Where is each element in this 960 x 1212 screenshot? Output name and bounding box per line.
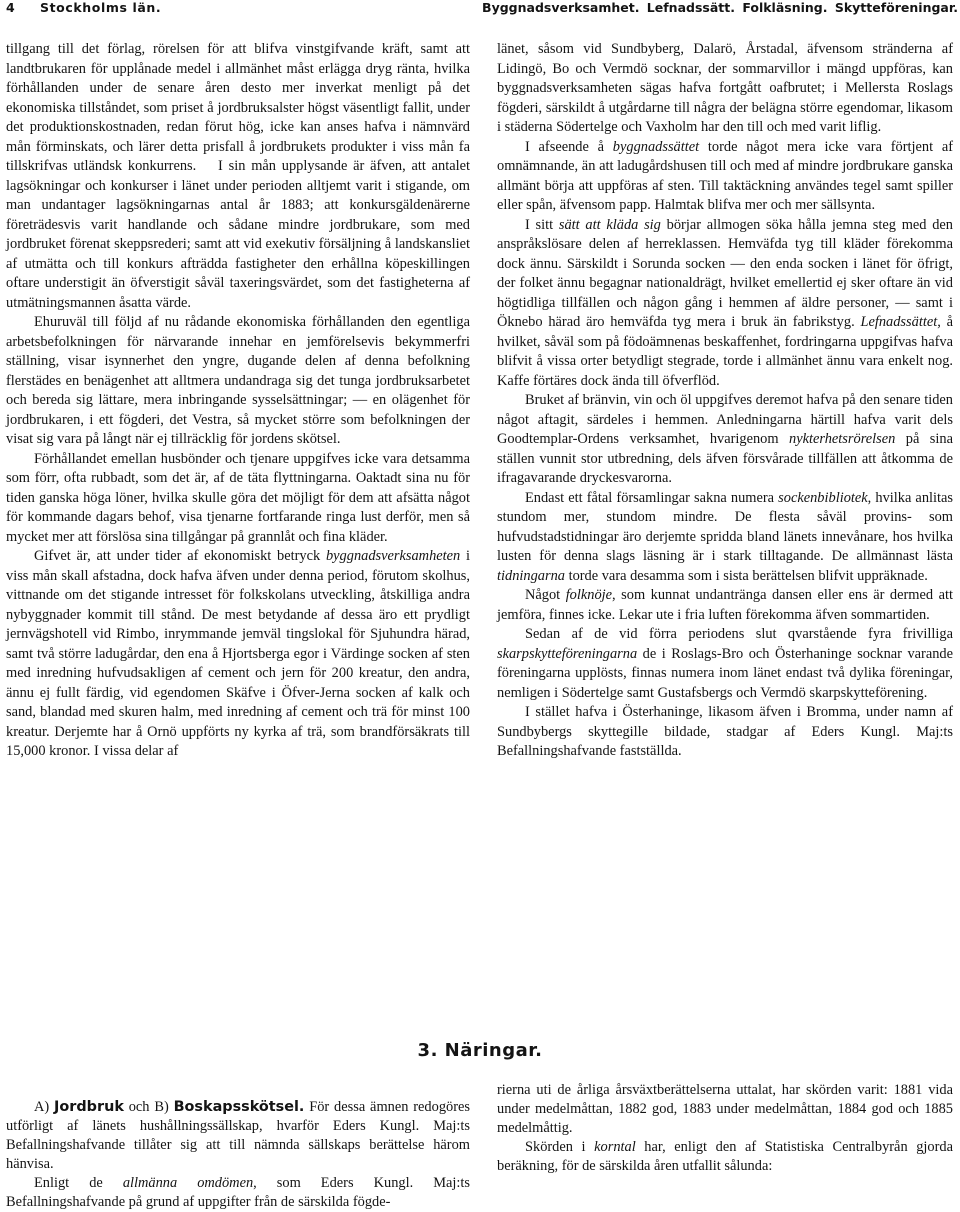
subheading-jordbruk: Jordbruk — [54, 1099, 124, 1115]
text-column-left — [6, 40, 470, 762]
paragraph: rierna uti de årliga årsväxtberättelserna uttalat, har skörden varit: 1881 vida under medelmåttan, 1882 god, 1883 under medelmåttan, 1884 god och 1885 medelmåttig. — [497, 1082, 953, 1136]
text-column-left-lower — [6, 1098, 470, 1212]
paragraph: Något folknöje, som kunnat undantränga dansen eller ens är dermed att jemföra, finnes icke. Lekar ute i fria luften förekomma äfven sommartiden. — [497, 587, 953, 623]
text-column-right-lower — [497, 1081, 953, 1176]
subheading-boskapsskotsel: Boskapsskötsel. — [173, 1099, 305, 1115]
header-left-title: Stockholms län. — [40, 0, 162, 15]
paragraph: tillgang till det förlag, rörelsen för att blifva vinstgifvande kräft, samt att landtbrukaren för upplånade medel i allmänhet måst erlägga dryg ränta, hvilka förhållanden under de senare åren desto mer inverkat menligt på det ekonomiska tillståndet, som priset å jordbruksalster högst väsentligt fallit, under det produktionskostnaden, redan förut hög, icke kan anses hafva i nämnvärd mån förminskats, och lärer detta prisfall å jordbrukets produkter i viss mån fa tillskrifvas utländsk konkurrens. I sin mån upplysande är äfven, att antalet lagsökningar och konkurser i länet under perioden alltjemt varit i stigande, om man undantager lagsökningarnas antal år 1883; att konkursgäldenärerne företrädesvis varit handlande och sådane mindre jordbrukare, som med jordbruket förenat skeppsrederi; samt att vid exekutiv försäljning å landskansliet af utmätta och till konkurs afträdda fastigheter den erhållna köpeskillingen oftare understigit än öfverstigit såväl taxeringsvärdet, som det fastigheterna af utmätningsmannen åsatta värde. — [6, 41, 470, 311]
section-heading: 3. Näringar. — [417, 1040, 543, 1061]
page-number: 4 — [6, 0, 15, 15]
running-header — [0, 0, 960, 22]
paragraph: Endast ett fåtal församlingar sakna numera sockenbibliotek, hvilka anlitas stundom mer, stundom mindre. De flesta såväl provins- som hufvudstadstidningar äro derjemte spridda bland länets innevånare, hos hvilka lusten för denna slags läsning är i stark tilltagande. De allmännast lästa tidningarna torde vara desamma som i sista berättelsen blifvit uppräknade. — [497, 489, 953, 584]
paragraph: Ehuruväl till följd af nu rådande ekonomiska förhållanden den egentliga arbetsbefolkningen för närvarande innehar en jemförelsevis bekymmerfri ställning, visar isynnerhet den yngre, dugande delen af denna befolkning flerstädes en benägenhet att alltmera undandraga sig det tunga jordbruksarbetet och bereda sig lättare, mera inbringande sysselsättningar; — en olägenhet för jordbrukaren, i ett fögderi, det Vestra, så mycket större som befolkningen der visat sig vara på långt när ej tillräcklig för jordens skötsel. — [6, 314, 470, 447]
text-column-right — [497, 40, 953, 762]
paragraph: I sitt sätt att kläda sig börjar allmogen söka hålla jemna steg med den anspråkslösare delen af herreklassen. Hemväfda tyg till kläder förekomma dock ännu. Särskildt i Sorunda socken — den enda socken i länet för öfrigt, der folket ännu begagnar nationaldrägt, hvilket emellertid ej sker oftare än vid högtidliga tillfällen och någon gång i hemmen af äldre personer, — samt i Öknebo härad äro hemväfda tyg mera i bruk än fabrikstyg. Lefnadssättet, å hvilket, såväl som på födoämnenas beskaffenhet, fordringarna uppgifvas hafva blifvit å vissa orter betydligt stegrade, torde i allmänhet ännu vara enkelt nog. Kaffe förtäres dock ända till öfverflöd. — [497, 216, 954, 389]
paragraph: I afseende å byggnadssättet torde något mera icke vara förtjent af omnämnande, än att ladugårdshusen till och med af mindre jordbrukare ganska allmänt börja att uppföras af sten. Till taktäckning användes tegel samt spiller eller spån, äfvensom papp. Halmtak blifva mer och mer sällsynta. — [497, 138, 954, 213]
header-right-topics: Byggnadsverksamhet. Lefnadssätt. Folkläsning. Skytteföreningar. — [482, 0, 958, 15]
paragraph: Enligt de allmänna omdömen, som Eders Kungl. Maj:ts Befallningshafvande på grund af uppgifter från de särskilda fögde- — [6, 1175, 470, 1210]
paragraph: länet, såsom vid Sundbyberg, Dalarö, Årstadal, äfvensom stränderna af Lidingö, Bo och Vermdö socknar, der sommarvillor i mängd uppföras, kan byggnadsverksamheten sägas hafva fortgått oafbrutet; i Mellersta Roslags fögderi, särskildt å utgårdarne till några der belägna större egendomar, likasom i städerna Södertelge och Vaxholm har den till och med varit liflig. — [497, 41, 953, 135]
paragraph: Skörden i korntal har, enligt den af Statistiska Centralbyrån gjorda beräkning, för de särskilda åren utfallit sålunda: — [497, 1139, 953, 1174]
paragraph: A) Jordbruk och B) Boskapsskötsel. För dessa ämnen redogöres utförligt af länets hushållningssällskap, hvarför Eders Kungl. Maj:ts Befallningshafvande tillåter sig att till nämnda sällskaps berättelse härom hänvisa. — [6, 1099, 470, 1172]
paragraph: Förhållandet emellan husbönder och tjenare uppgifves icke vara detsamma som förr, ofta rubbadt, som det är, af de täta flyttningarna. Oaktadt sina nu för tiden ganska höga löner, hvilka skulle göra det möjligt för dem att afsätta något för kommande dagars behof, visa tjenarne fortfarande ringa lust derför, men så mycket mer att förslösa sina tillgångar på grannlåt och fina kläder. — [6, 450, 470, 545]
paragraph: Sedan af de vid förra periodens slut qvarstående fyra frivilliga skarpskytteföreningarna de i Roslags-Bro och Österhaninge socknar varande föreningarna upplösts, finnas numera inom länet endast två dylika föreningar, nemligen i Södertelge samt Gustafsbergs och Vermdö skarpskytteförening. — [497, 626, 953, 701]
paragraph: Bruket af bränvin, vin och öl uppgifves deremot hafva på den senare tiden något aftagit, särdeles i hemmen. Anledningarna härtill hafva varit dels Goodtemplar-Ordens verksamhet, hvarigenom nykterhetsrörelsen på sina ställen vunnit stor utbredning, dels äfven försvårade tillfällen att åtkomma de ifragavarande dryckesvarorna. — [497, 392, 953, 486]
paragraph: I stället hafva i Österhaninge, likasom äfven i Bromma, under namn af Sundbybergs skyttegille bildade, stadgar af Eders Kungl. Maj:ts Befallningshafvande fastställda. — [497, 704, 953, 759]
paragraph: Gifvet är, att under tider af ekonomiskt betryck byggnadsverksamheten i viss mån skall afstadna, dock hafva äfven under denna period, förutom skolhus, vittnande om det stigande intresset för folkskolans utveckling, åtskilliga andra nybyggnader kommit till stånd. De mest betydande af dessa äro ett prydligt jernvägshotell vid Rimbo, inrymmande jemväl tingslokal för Sjuhundra härad, samt två större ladugårdar, den ena å Hjortsberga egor i Värdinge socken af sten med inredning hufvudsakligen af cement och jern för 200 kreatur, den andra, ännu ej fullt färdig, vid egendomen Skäfve i Öfver-Jerna socken af kalk och sand, blandad med skuren halm, med inredning af cement och trä för minst 100 kreatur. Derjemte har å Ornö uppförts ny kyrka af trä, som brandförsäkrats till 15,000 kronor. I vissa delar af — [6, 548, 470, 759]
